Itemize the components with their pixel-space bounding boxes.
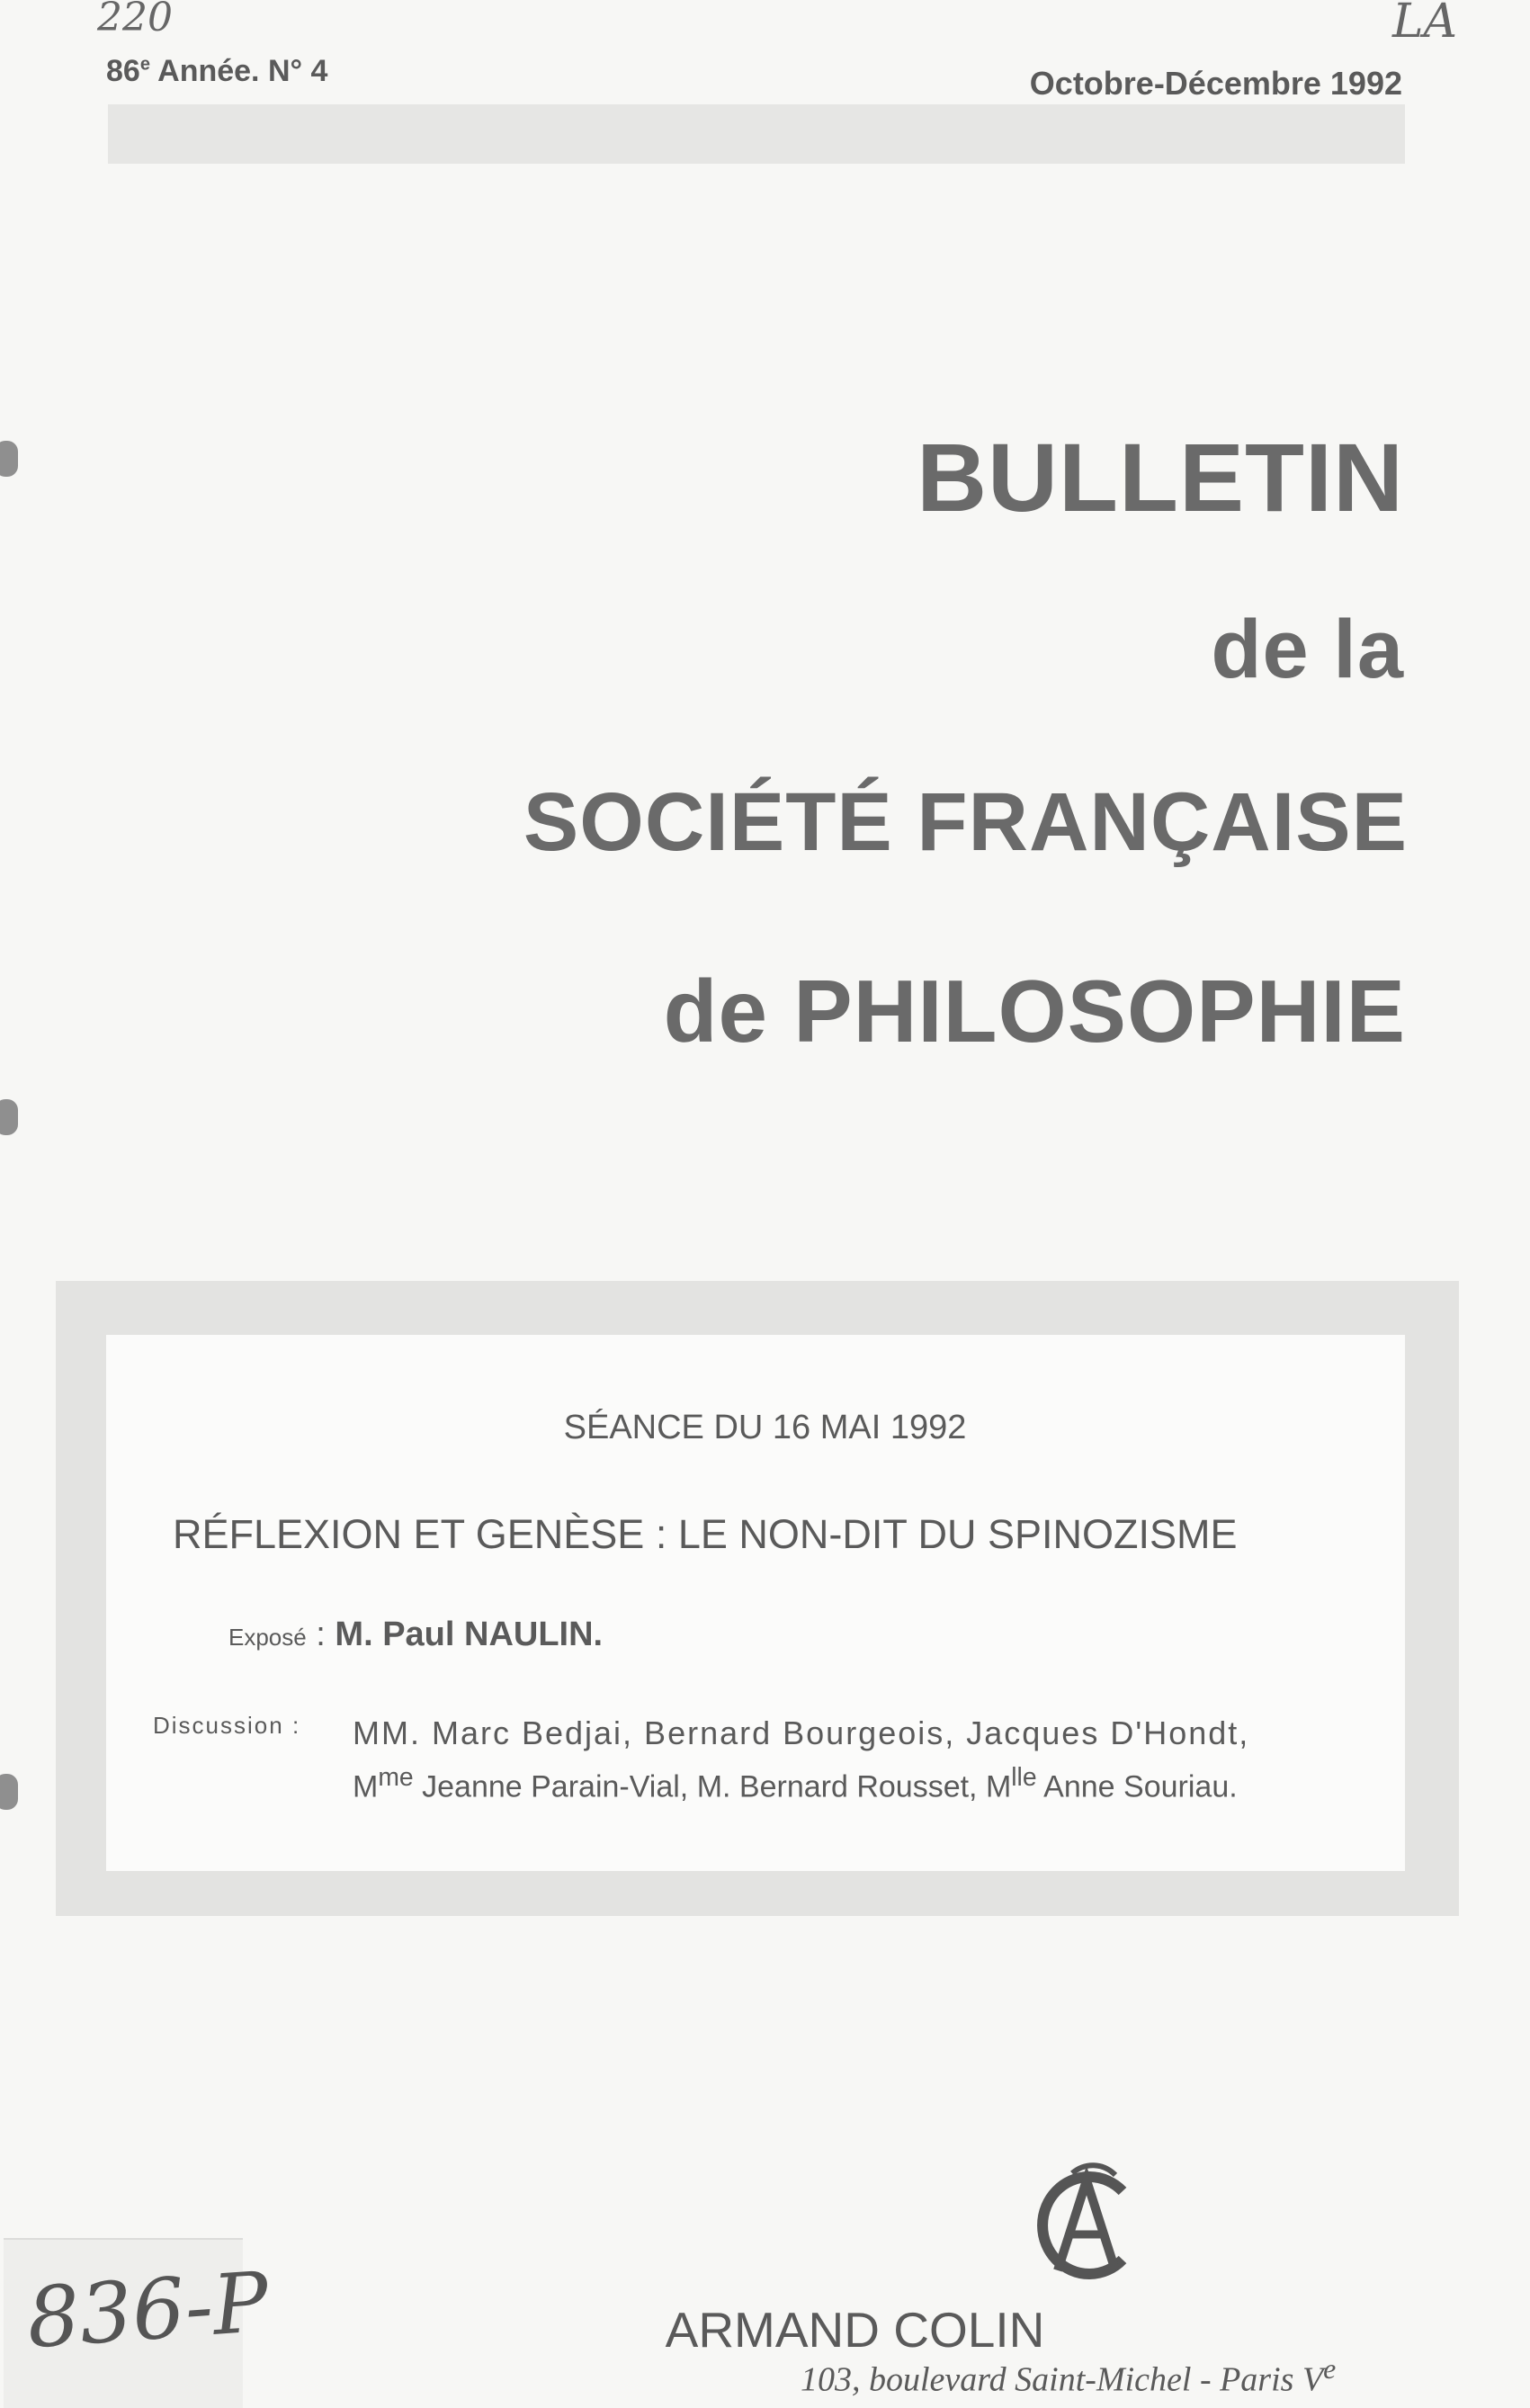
title-line-2: de la (1211, 604, 1404, 695)
title-line-3: SOCIÉTÉ FRANÇAISE (523, 776, 1408, 868)
participants-line-1: MM. Marc Bedjai, Bernard Bourgeois, Jacques D'Hondt, (353, 1714, 1250, 1751)
session-date: SÉANCE DU 16 MAI 1992 (563, 1409, 967, 1446)
publisher-logo-icon (1022, 2161, 1141, 2287)
title-line-1: BULLETIN (917, 423, 1404, 532)
expose-separator: : (306, 1616, 336, 1653)
shelf-mark: 836-P (23, 2253, 272, 2368)
session-subject: RÉFLEXION ET GENÈSE : LE NON-DIT DU SPINOZISME (173, 1511, 1238, 1557)
participant-names: Jeanne Parain-Vial, M. Bernard Rousset, M (413, 1769, 1012, 1804)
expose-label: Exposé (228, 1624, 307, 1651)
handwritten-initials: LA (1392, 0, 1458, 49)
year-number: 86 (106, 54, 140, 88)
participant-title: M (353, 1769, 379, 1804)
issue-date-range: Octobre-Décembre 1992 (1029, 65, 1402, 102)
address-text: 103, boulevard Saint-Michel - Paris V (801, 2360, 1324, 2399)
handwritten-number: 220 (97, 0, 173, 40)
participant-title-sup: lle (1011, 1763, 1037, 1792)
expose-line (228, 1616, 603, 1654)
participants-line-2 (353, 1763, 1238, 1804)
discussion-label: Discussion (153, 1712, 284, 1739)
binding-hole (0, 441, 18, 477)
participant-names: Anne Souriau. (1036, 1769, 1238, 1804)
year-and-issue (106, 54, 327, 89)
publisher-address (801, 2353, 1336, 2400)
discussion-label-line (153, 1712, 300, 1740)
speaker-name: M. Paul NAULIN. (335, 1616, 604, 1653)
binding-hole (0, 1099, 18, 1135)
discussion-separator: : (291, 1712, 301, 1739)
title-line-4: de PHILOSOPHIE (663, 962, 1406, 1061)
publisher-logo-text: AC (1081, 2283, 1083, 2284)
year-suffix: e (139, 54, 150, 75)
issue-number: N° 4 (267, 54, 328, 88)
address-sup: e (1323, 2353, 1337, 2385)
binding-hole (0, 1774, 18, 1810)
year-word: Année. (157, 54, 260, 88)
participant-title-sup: me (378, 1763, 414, 1792)
header-bar (108, 104, 1405, 164)
publisher-name: ARMAND COLIN (665, 2302, 1045, 2358)
